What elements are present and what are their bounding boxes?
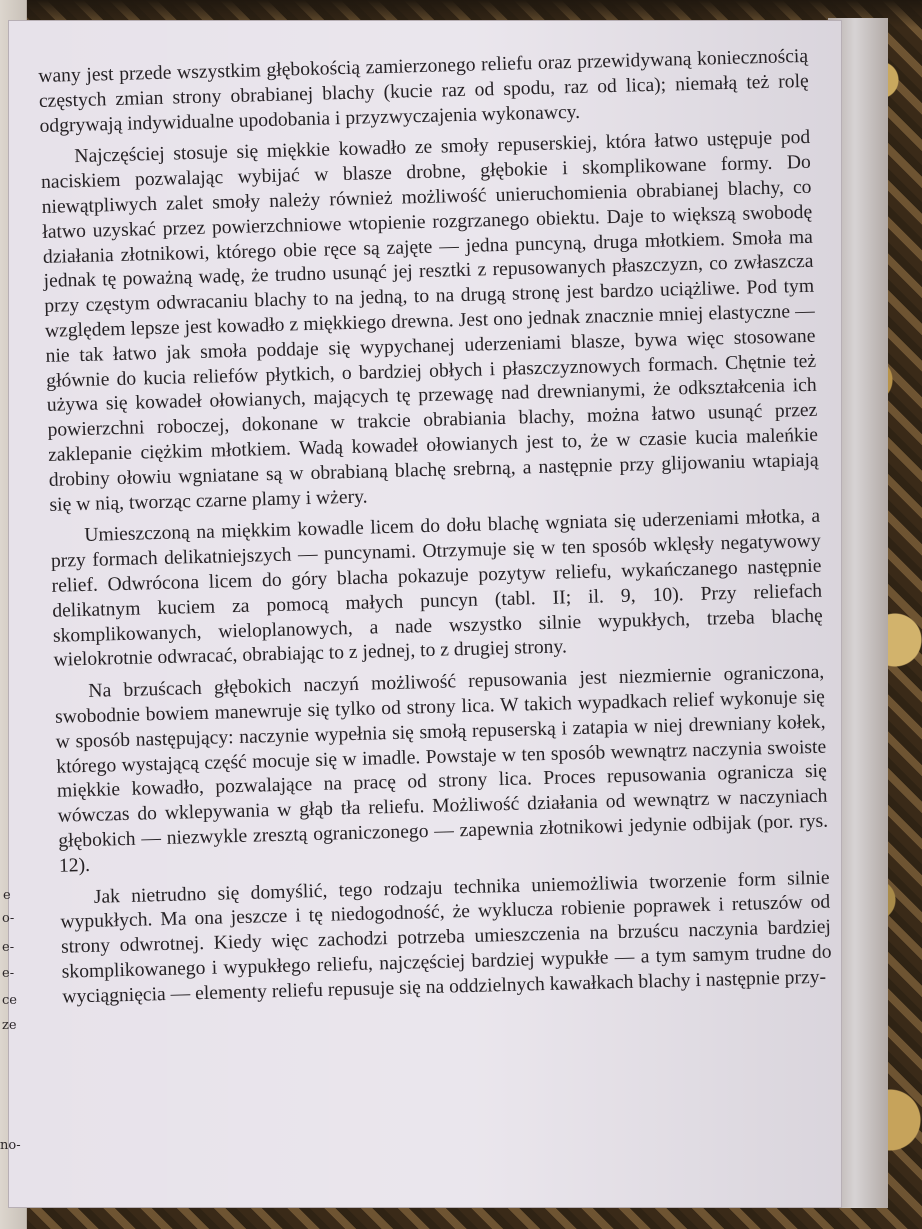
book-page (8, 20, 842, 1208)
paragraph-1: wany jest przede wszystkim głębokością zamierzonego reliefu oraz przewidywaną koniecznością częstych zmian strony obrabianej blachy (kucie raz od spodu, raz od lica); niemałą też rolę odgrywają indywidualne upodobania i przyzwyczajenia wykonawcy. (38, 45, 809, 137)
margin-fragment: o- (2, 911, 15, 926)
paragraph-2: Najczęściej stosuje się miękkie kowadło ze smoły repuserskiej, która łatwo ustępuje pod naciskiem pozwalając wybijać w blasze drobne, głębokie i skomplikowane formy. Do niewątpliwych zalet smoły należy również możliwość unieruchomienia obrabianej blachy, co łatwo uzyskać przez powierzchniowe wtopienie rozgrzanego obiektu. Daje to większą swobodę działania złotnikowi, którego obie ręce są zajęte — jedna puncyną, druga młotkiem. Smoła ma jednak tę poważną wadę, że trudno usunąć jej resztki z repusowanych płaszczyzn, co zwłaszcza przy częstym odwracaniu blachy to na jedną, to na drugą stronę jest bardzo uciążliwe. Pod tym względem lepsze jest kowadło z miękkiego drewna. Jest ono jednak znacznie mniej elastyczne — nie tak łatwo jak smoła poddaje się wypychanej uderzeniami blasze, bywa więc stosowane głównie do kucia reliefów płytkich, o bardziej obłych i płaszczyznowych formach. Chętnie też używa się kowadeł ołowianych, mających tę przewagę nad drewnianymi, że odkształcenia ich powierzchni roboczej, dokonane w trakcie obrabiania blachy, można łatwo usunąć przez zaklepanie ciężkim młotkiem. Wadą kowadeł ołowianych jest to, że w czasie kucia maleńkie drobiny ołowiu wgniatane są w obrabianą blachę srebrną, a następnie przy glijowaniu wtapiają się w nią, tworząc czarne plamy i wżery. (40, 127, 819, 516)
paragraph-4: Na brzuścach głębokich naczyń możliwość repusowania jest niezmiernie ograniczona, swobodnie bowiem manewruje się tylko od strony lica. W takich wypadkach relief wykonuje się w sposób następujący: naczynie wypełnia się smołą repuserską i zatapia w niej drewniany kołek, którego wystającą część mocuje się w imadle. Powstaje w ten sposób wewnątrz naczynia swoiste miękkie kowadło, pozwalające na pracę od strony lica. Proces repusowania ogranicza się wówczas do wklepywania w głąb tła reliefu. Możliwość działania od wewnątrz w naczyniach głębokich — niezwykle zresztą ograniczonego — zapewnia złotnikowi jedynie odbijak (por. rys. 12). (54, 661, 829, 877)
margin-fragment: e- (2, 966, 15, 981)
margin-fragment: ce (2, 993, 17, 1008)
page-text-block (38, 45, 832, 1010)
margin-fragment: ze (2, 1018, 17, 1033)
margin-fragment: e- (2, 940, 15, 955)
paragraph-5: Jak nietrudno się domyślić, tego rodzaju technika uniemożliwia tworzenie form silnie wypukłych. Ma ona jeszcze i tę niedogodność, że wyklucza robienie poprawek i retuszów od strony odwrotnej. Kiedy więc zachodzi potrzeba umieszczenia na brzuścu naczynia bardziej skomplikowanego i wypukłego reliefu, najczęściej bardziej wypukłe — a tym samym trudne do wyciągnięcia — elementy reliefu repusuje się na oddzielnych kawałkach blachy i następnie przy- (60, 867, 832, 1008)
margin-fragment: no- (0, 1138, 21, 1153)
margin-fragment: e (3, 888, 11, 903)
paragraph-3: Umieszczoną na miękkim kowadle licem do dołu blachę wgniata się uderzeniami młotka, a przy formach delikatniejszych — puncynami. Otrzymuje się w ten sposób wklęsły negatywowy relief. Odwrócona licem do góry blacha pokazuje pozytyw reliefu, wykańczanego następnie delikatnym kuciem za pomocą małych puncyn (tabl. II; il. 9, 10). Przy reliefach skomplikowanych, wieloplanowych, a nade wszystko silnie wypukłych, trzeba blachę wielokrotnie odwracać, obrabiając to z jednej, to z drugiej strony. (50, 506, 823, 672)
